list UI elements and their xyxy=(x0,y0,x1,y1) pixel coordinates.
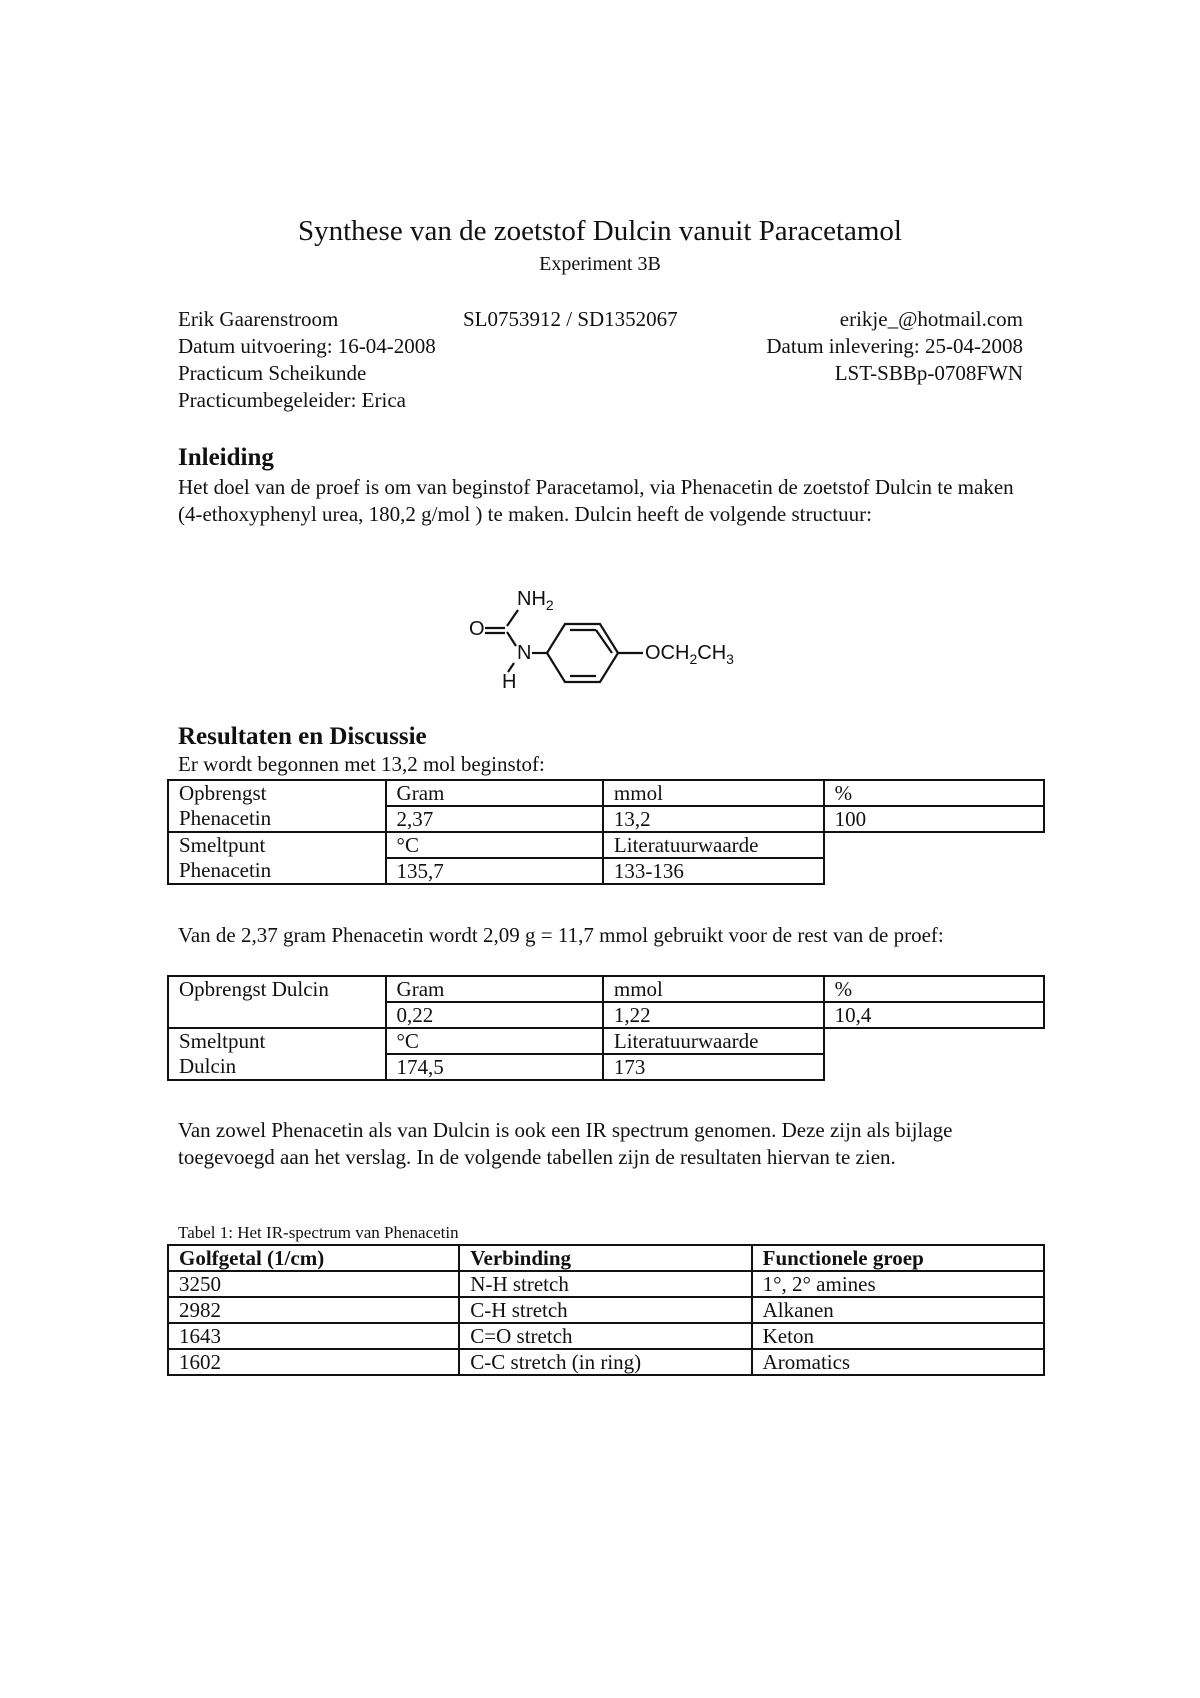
dulcin-table xyxy=(167,975,1045,1081)
table-cell: 135,7 xyxy=(386,858,603,884)
table-cell: Opbrengst xyxy=(168,780,386,806)
ethoxy-label: $OCH_2CH_3$ xyxy=(645,642,734,667)
table-caption: Tabel 1: Het IR-spectrum van Phenacetin xyxy=(178,1223,459,1242)
table-row xyxy=(168,858,1044,884)
table-cell xyxy=(824,832,1044,858)
table-header-cell: Verbinding xyxy=(459,1245,751,1271)
date-submitted: Datum inlevering: 25-04-2008 xyxy=(766,334,1023,358)
table-cell: Alkanen xyxy=(752,1297,1044,1323)
table-cell: mmol xyxy=(603,976,824,1002)
supervisor: Practicumbegeleider: Erica xyxy=(178,388,406,412)
table-row xyxy=(168,1028,1044,1054)
table-row xyxy=(168,1002,1044,1028)
table-row xyxy=(168,976,1044,1002)
table-cell: Smeltpunt xyxy=(168,1028,386,1054)
table-cell: C-H stretch xyxy=(459,1297,751,1323)
table-row xyxy=(168,1297,1044,1323)
table-cell: C-C stretch (in ring) xyxy=(459,1349,751,1375)
table-row xyxy=(168,1323,1044,1349)
table-cell: 1602 xyxy=(168,1349,459,1375)
table-row xyxy=(168,806,1044,832)
intro-heading: Inleiding xyxy=(178,444,274,471)
table-row xyxy=(168,780,1044,806)
table-row xyxy=(168,1054,1044,1080)
structure-bonds xyxy=(485,610,643,682)
results-paragraph-3: Van zowel Phenacetin als van Dulcin is ook een IR spectrum genomen. Deze zijn als bijlage toegevoegd aan het verslag. In de volgende tabellen zijn de resultaten hiervan te zien. xyxy=(178,1118,953,1169)
hydrogen-label: H xyxy=(502,671,517,693)
phenacetin-table xyxy=(167,779,1045,885)
table-row xyxy=(168,832,1044,858)
table-cell: 2982 xyxy=(168,1297,459,1323)
table-cell: 174,5 xyxy=(386,1054,603,1080)
table-cell: % xyxy=(824,780,1044,806)
document-subtitle: Experiment 3B xyxy=(539,253,661,275)
table-cell xyxy=(824,858,1044,884)
table-cell: N-H stretch xyxy=(459,1271,751,1297)
table-cell: Dulcin xyxy=(168,1054,386,1080)
meta-block xyxy=(178,306,1023,414)
results-paragraph-2: Van de 2,37 gram Phenacetin wordt 2,09 g = 11,7 mmol gebruikt voor de rest van de proef: xyxy=(178,923,944,947)
oxygen-label: O xyxy=(469,618,485,640)
table-cell: 1°, 2° amines xyxy=(752,1271,1044,1297)
dulcin-structure xyxy=(450,580,770,695)
table-cell: 0,22 xyxy=(386,1002,603,1028)
date-performed: Datum uitvoering: 16-04-2008 xyxy=(178,334,436,358)
table-cell: 1643 xyxy=(168,1323,459,1349)
table-row xyxy=(168,1349,1044,1375)
table-cell: 173 xyxy=(603,1054,824,1080)
results-intro: Er wordt begonnen met 13,2 mol beginstof: xyxy=(178,752,545,776)
table-cell: mmol xyxy=(603,780,824,806)
table-cell: °C xyxy=(386,1028,603,1054)
table-cell: Phenacetin xyxy=(168,806,386,832)
table-cell: C=O stretch xyxy=(459,1323,751,1349)
course-code: LST-SBBp-0708FWN xyxy=(834,361,1023,385)
table-cell: Gram xyxy=(386,976,603,1002)
table-cell xyxy=(824,1028,1044,1054)
results-heading: Resultaten en Discussie xyxy=(178,723,427,750)
table-cell: 13,2 xyxy=(603,806,824,832)
table-cell: Phenacetin xyxy=(168,858,386,884)
table-cell: 133-136 xyxy=(603,858,824,884)
ir-spectrum-table xyxy=(167,1244,1045,1376)
table-header-cell: Golfgetal (1/cm) xyxy=(168,1245,459,1271)
table-cell: Gram xyxy=(386,780,603,806)
table-cell xyxy=(824,1054,1044,1080)
table-cell xyxy=(168,1002,386,1028)
document-title: Synthese van de zoetstof Dulcin vanuit Paracetamol xyxy=(298,215,902,247)
table-cell: 10,4 xyxy=(824,1002,1044,1028)
table-cell: % xyxy=(824,976,1044,1002)
nh2-label: $NH_2$ xyxy=(517,588,554,613)
author-name: Erik Gaarenstroom xyxy=(178,307,339,331)
table-cell: 2,37 xyxy=(386,806,603,832)
intro-paragraph: Het doel van de proef is om van beginstof Paracetamol, via Phenacetin de zoetstof Dulcin te maken (4-ethoxyphenyl urea, 180,2 g/mol ) te maken. Dulcin heeft de volgende structuur: xyxy=(178,475,1014,526)
table-header-row xyxy=(168,1245,1044,1271)
table-cell: Keton xyxy=(752,1323,1044,1349)
table-row xyxy=(168,1271,1044,1297)
table-cell: 100 xyxy=(824,806,1044,832)
table-cell: 3250 xyxy=(168,1271,459,1297)
table-cell: Literatuurwaarde xyxy=(603,1028,824,1054)
nitrogen-label: N xyxy=(517,642,532,664)
author-email: erikje_@hotmail.com xyxy=(839,307,1023,331)
table-header-cell: Functionele groep xyxy=(752,1245,1044,1271)
table-cell: °C xyxy=(386,832,603,858)
course-name: Practicum Scheikunde xyxy=(178,361,367,385)
table-cell: Literatuurwaarde xyxy=(603,832,824,858)
table-cell: Smeltpunt xyxy=(168,832,386,858)
table-cell: 1,22 xyxy=(603,1002,824,1028)
table-cell: Opbrengst Dulcin xyxy=(168,976,386,1002)
table-cell: Aromatics xyxy=(752,1349,1044,1375)
student-ids: SL0753912 / SD1352067 xyxy=(463,307,678,331)
